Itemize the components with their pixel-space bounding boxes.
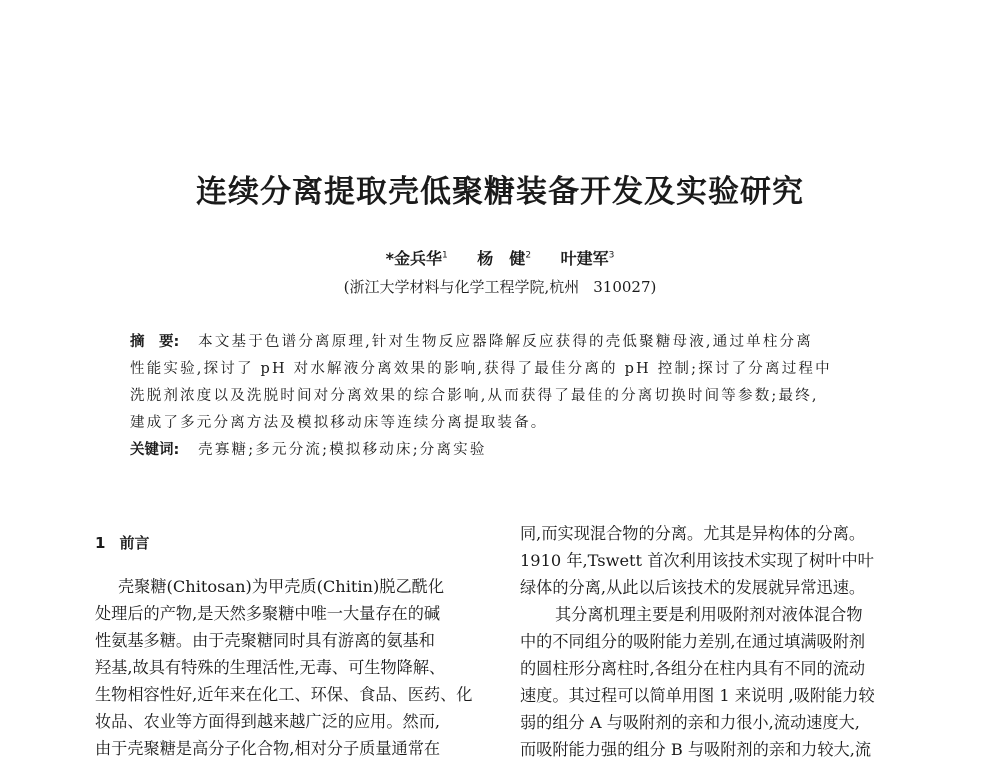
left-column-line: 性氨基多糖。由于壳聚糖同时具有游离的氨基和 <box>95 631 435 650</box>
right-column-line: 同,而实现混合物的分离。尤其是异构体的分离。 <box>520 524 866 543</box>
abstract-line: 性能实验,探讨了 pH 对水解液分离效果的影响,获得了最佳分离的 pH 控制;探讨了分离过程中 <box>130 361 832 377</box>
left-column-line: 妆品、农业等方面得到越来越广泛的应用。然而, <box>95 712 441 731</box>
right-column-line: 绿体的分离,从此以后该技术的发展就异常迅速。 <box>520 578 866 597</box>
left-column-line: 羟基,故具有特殊的生理活性,无毒、可生物降解、 <box>95 658 446 677</box>
abstract-line: 建成了多元分离方法及模拟移动床等连续分离提取装备。 <box>130 415 548 431</box>
author-2: 杨 健$^2$ <box>477 249 532 268</box>
section-heading: 1 前言 <box>95 534 150 552</box>
abstract-line: 摘 要: 本文基于色谱分离原理,针对生物反应器降解反应获得的壳低聚糖母液,通过单柱分离 <box>130 334 813 350</box>
left-column-line: 壳聚糖(Chitosan)为甲壳质(Chitin)脱乙酰化 <box>118 577 445 596</box>
right-column-line: 弱的组分 A 与吸附剂的亲和力很小,流动速度大, <box>520 713 860 732</box>
right-column-line: 中的不同组分的吸附能力差别,在通过填满吸附剂 <box>520 632 866 651</box>
paper-title: 连续分离提取壳低聚糖装备开发及实验研究 <box>196 174 804 210</box>
author-3: 叶建军$^3$ <box>560 249 615 268</box>
right-column-line: 的圆柱形分离柱时,各组分在柱内具有不同的流动 <box>520 659 866 678</box>
keywords-label: 关键词: <box>130 442 180 458</box>
affiliation: (浙江大学材料与化学工程学院,杭州 310027) <box>343 278 657 296</box>
right-column-line: 而吸附能力强的组分 B 与吸附剂的亲和力较大,流 <box>520 740 872 759</box>
left-column-line: 生物相容性好,近年来在化工、环保、食品、医药、化 <box>95 685 473 704</box>
right-column-line: 速度。其过程可以简单用图 1 来说明 ,吸附能力较 <box>520 686 875 705</box>
keywords-text: 壳寡糖;多元分流;模拟移动床;分离实验 <box>198 442 487 458</box>
abstract-line: 洗脱剂浓度以及洗脱时间对分离效果的综合影响,从而获得了最佳的分离切换时间等参数;最终, <box>130 388 819 404</box>
author-1: *金兵华$^1$ <box>385 249 448 268</box>
left-column-line: 由于壳聚糖是高分子化合物,相对分子质量通常在 <box>95 739 441 758</box>
author-list <box>0 246 1000 269</box>
keywords-line <box>130 438 487 459</box>
right-column-line: 1910 年,Tswett 首次利用该技术实现了树叶中叶 <box>520 551 874 570</box>
abstract-label: 摘 要: <box>130 334 180 350</box>
right-column-line: 其分离机理主要是利用吸附剂对液体混合物 <box>555 605 863 624</box>
left-column-line: 处理后的产物,是天然多聚糖中唯一大量存在的碱 <box>95 604 441 623</box>
